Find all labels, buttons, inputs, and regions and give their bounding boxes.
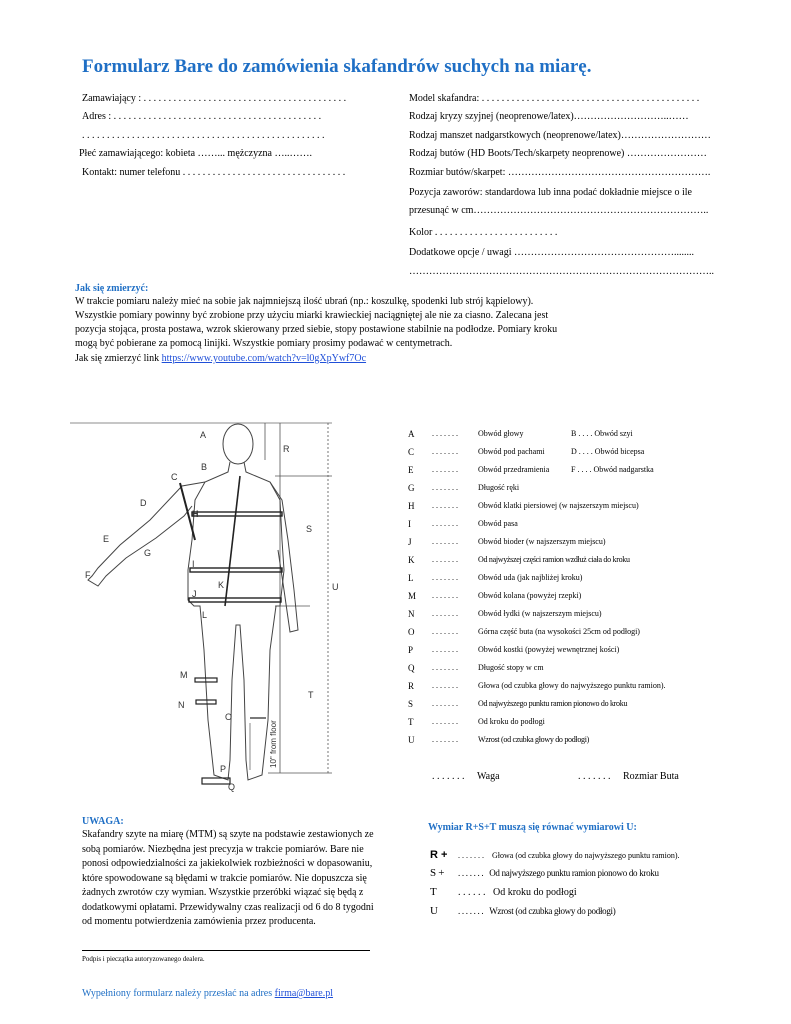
how-to-link-prefix: Jak się zmierzyć link — [75, 353, 162, 364]
label-s: S — [306, 524, 313, 534]
rst-row-t[interactable]: T . . . . . . Od kroku do podłogi — [430, 886, 577, 898]
rst-heading: Wymiar R+S+T muszą się równać wymiarowi U: — [428, 822, 637, 833]
field-phone[interactable]: Kontakt: numer telefonu . . . . . . . . . . . . . . . . . . . . . . . . . . . . . . . . . — [82, 167, 346, 178]
label-b: B — [201, 462, 208, 472]
rst-row-u[interactable]: U . . . . . . . Wzrost (od czubka głowy do podłogi) — [430, 905, 616, 917]
page-title: Formularz Bare do zamówienia skafandrów suchych na miarę. — [82, 56, 592, 77]
label-d: D — [140, 498, 147, 508]
email-link[interactable]: firma@bare.pl — [274, 988, 334, 999]
head-outline — [223, 424, 253, 464]
label-f: F — [85, 570, 91, 580]
hip-band — [189, 598, 281, 602]
torso-length-line — [225, 476, 240, 606]
label-n: N — [178, 700, 185, 710]
label-l: L — [202, 610, 208, 620]
body-measurement-figure — [70, 420, 340, 800]
rst-row-r[interactable]: R + . . . . . . . Głowa (od czubka głowy do najwyższego punktu ramion). — [430, 849, 680, 861]
label-q: Q — [228, 782, 236, 792]
label-u: U — [332, 582, 339, 592]
label-p: P — [220, 764, 227, 774]
field-address[interactable]: Adres : . . . . . . . . . . . . . . . . . . . . . . . . . . . . . . . . . . . . . . . . . . — [82, 111, 322, 122]
field-extra-options-line2[interactable]: ……………………………………………………………………………….. — [409, 266, 714, 277]
chest-band — [192, 512, 282, 516]
field-boots-size[interactable]: Rozmiar butów/skarpet: ……………………………………………………. — [409, 167, 711, 178]
label-floor: 10" from floor — [269, 720, 278, 768]
field-wrist-seals[interactable]: Rodzaj manszet nadgarstkowych (neoprenowe/latex)……………………… — [409, 130, 711, 141]
youtube-link[interactable]: https://www.youtube.com/watch?v=l0gXpYwf7Oc — [161, 353, 367, 364]
label-t: T — [308, 690, 314, 700]
weight-field[interactable]: . . . . . . . Waga — [432, 771, 500, 782]
how-to-link-line — [75, 352, 366, 367]
field-valve-offset[interactable]: przesunąć w cm…………………………………………………………….. — [409, 205, 709, 216]
label-c: C — [171, 472, 178, 482]
field-color[interactable]: Kolor . . . . . . . . . . . . . . . . . . . . . . . . . — [409, 227, 558, 238]
label-k: K — [218, 580, 225, 590]
field-boots-type[interactable]: Rodzaj butów (HD Boots/Tech/skarpety neoprenowe) …………………… — [409, 148, 707, 159]
how-to-line: pozycja stojąca, prosta postawa, wzrok skierowany przed siebie, stopy postawione stabilnie na podłodze. Pomiary kroku — [75, 324, 558, 335]
waist-band — [190, 568, 282, 572]
label-a: A — [200, 430, 207, 440]
right-arm-outline — [270, 482, 298, 632]
label-i: I — [192, 559, 195, 569]
rst-row-s[interactable]: S + . . . . . . . Od najwyższego punktu ramion pionowo do kroku — [430, 867, 659, 879]
calf-band — [196, 700, 216, 704]
footer-note: Wypełniony formularz należy przesłać na adres firma@bare.pl — [82, 988, 334, 999]
field-extra-options[interactable]: Dodatkowe opcje / uwagi …………………………………………........ — [409, 247, 694, 258]
label-h: H — [192, 509, 199, 519]
how-to-line: mogą być pobierane za pomocą linijki. Wszystkie pomiary prosimy podawać w centymetrach. — [75, 338, 453, 349]
field-address-line2[interactable]: . . . . . . . . . . . . . . . . . . . . . . . . . . . . . . . . . . . . . . . . . . . . . . . . . — [82, 130, 325, 141]
label-g: G — [144, 548, 152, 558]
boot-size-field[interactable]: . . . . . . . Rozmiar Buta — [578, 771, 679, 782]
label-o: O — [225, 712, 233, 722]
signature-line[interactable] — [82, 950, 370, 951]
label-j: J — [192, 589, 197, 599]
label-e: E — [103, 534, 110, 544]
how-to-line: Wszystkie pomiary powinny być zrobione przy użyciu miarki krawieckiej naciągniętej ale nie za ciasno. Zalecana jest — [75, 310, 549, 321]
warning-heading: UWAGA: — [82, 816, 124, 827]
field-gender[interactable]: Płeć zamawiającego: kobieta ……... mężczyzna …..……. — [79, 148, 312, 159]
label-r: R — [283, 444, 290, 454]
label-m: M — [180, 670, 188, 680]
field-customer[interactable]: Zamawiający : . . . . . . . . . . . . . . . . . . . . . . . . . . . . . . . . . . . . . . . . . — [82, 93, 347, 104]
warning-text: Skafandry szyte na miarę (MTM) są szyte na podstawie zestawionych ze sobą pomiarów. Niezbędna jest precyzja w trakcie pomiarów. Bare nie ponosi odpowiedzialności za jakiekolwiek rozbieżności w dopasowaniu, które spowodowane są błędami w trakcie pomiarów. Nie dopuszcza się żadnych zwrotów czy wymian. Wszystkie przeróbki wiązać się będą z dodatkowymi opłatami. Przewidywalny czas realizacji od 6 do 8 tygodni od momentu potwierdzenia zamówienia przez producenta. — [82, 829, 374, 927]
field-neck-seal[interactable]: Rodzaj kryzy szyjnej (neoprenowe/latex)………………………..…… — [409, 111, 689, 122]
how-to-line: W trakcie pomiaru należy mieć na sobie jak najmniejszą ilość ubrań (np.: koszulkę, spodenki lub strój kąpielowy). — [75, 296, 534, 307]
field-model[interactable]: Model skafandra: . . . . . . . . . . . . . . . . . . . . . . . . . . . . . . . . . . . . . . . . . . . . — [409, 93, 700, 104]
signature-caption: Podpis i pieczątka autoryzowanego dealera. — [82, 955, 205, 963]
field-valve-position[interactable]: Pozycja zaworów: standardowa lub inna podać dokładnie miejsce o ile — [409, 187, 692, 198]
how-to-heading: Jak się zmierzyć: — [75, 283, 149, 294]
